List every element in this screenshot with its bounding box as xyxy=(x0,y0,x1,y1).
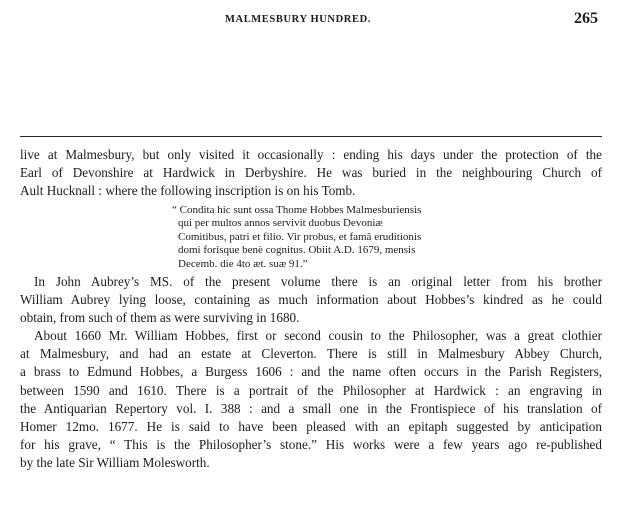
paragraph-3 xyxy=(20,327,602,473)
text-line: William Aubrey lying loose, containing as much information about Hobbes’s kindred as he could xyxy=(20,292,602,308)
text-line: a brass to Edmund Hobbes, a Burgess 1606 : and the name often occurs in the Parish Registers, xyxy=(20,364,602,380)
running-header xyxy=(0,10,620,30)
header-rule xyxy=(20,136,602,137)
inscription-line: qui per multos annos servivit duobus Devoniæ xyxy=(178,217,383,230)
running-title: MALMESBURY HUNDRED. xyxy=(225,14,371,25)
inscription-line: “ Condita hic sunt ossa Thome Hobbes Malmesburiensis xyxy=(172,204,422,216)
paragraph-1 xyxy=(20,146,602,201)
text-line: obtain, from such of them as were surviving in 1680. xyxy=(20,310,300,326)
inscription-line: Comitibus, patri et filio. Vir probus, et famâ eruditionis xyxy=(178,230,422,243)
text-line: between 1590 and 1610. There is a portrait of the Philosopher at Hardwick : an engraving in xyxy=(20,382,602,398)
text-line: About 1660 Mr. William Hobbes, first or second cousin to the Philosopher, was a great clothier xyxy=(34,328,602,343)
text-line: In John Aubrey’s MS. of the present volume there is an original letter from his brother xyxy=(34,274,602,289)
text-line: live at Malmesbury, but only visited it occasionally : ending his days under the protection of the xyxy=(20,147,602,162)
inscription-line: domi forisque benè cognitus. Obiit A.D. 1679, mensis xyxy=(178,244,416,257)
paragraph-2 xyxy=(20,273,602,328)
text-line: Homer 12mo. 1677. He is said to have been pleased with an epitaph suggested by anticipation xyxy=(20,419,602,435)
page-number: 265 xyxy=(574,10,598,27)
text-line: by the late Sir William Molesworth. xyxy=(20,455,210,471)
text-line: Earl of Devonshire at Hardwick in Derbyshire. He was buried in the neighbouring Church of xyxy=(20,165,602,181)
text-line: at Malmesbury, and had an estate at Cleverton. There is still in Malmesbury Abbey Church, xyxy=(20,346,602,362)
text-line: Ault Hucknall : where the following inscription is on his Tomb. xyxy=(20,183,356,199)
tomb-inscription xyxy=(172,204,421,271)
text-line: for his grave, “ This is the Philosopher’s stone.” His works were a few years ago re-published xyxy=(20,437,602,453)
inscription-line: Decemb. die 4to æt. suæ 91.” xyxy=(178,257,308,270)
text-line: the Antiquarian Repertory vol. I. 388 : and a small one in the Frontispiece of his translation of xyxy=(20,400,602,416)
